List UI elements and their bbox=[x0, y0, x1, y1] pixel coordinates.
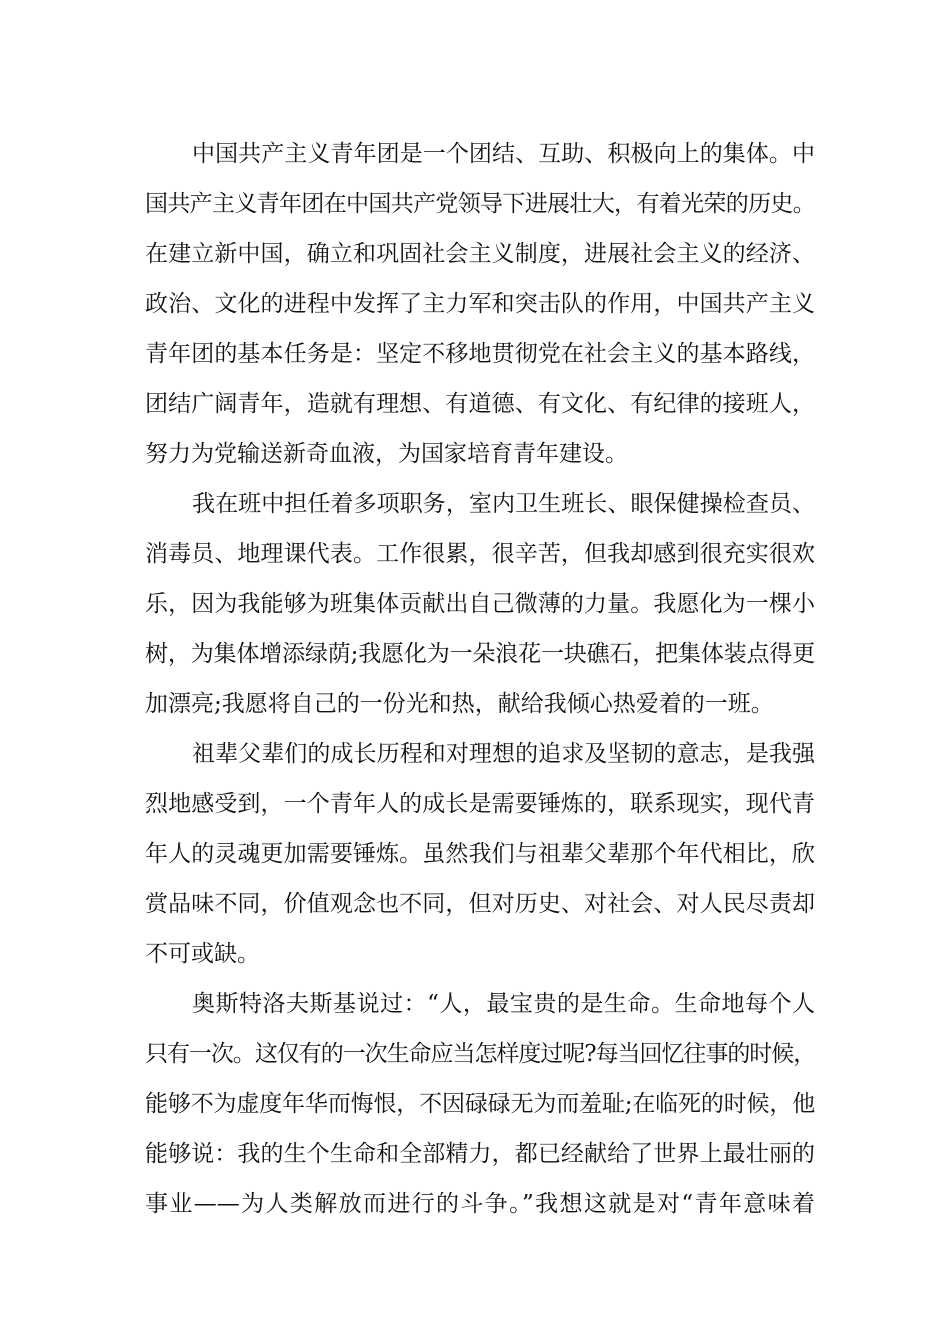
paragraph-1-line-2: 国共产主义青年团在中国共产党领导下进展壮大，有着光荣的历史。 bbox=[145, 191, 815, 217]
paragraph-1-line-1: 中国共产主义青年团是一个团结、互助、积极向上的集体。中 bbox=[192, 141, 815, 167]
paragraph-1-line-3: 在建立新中国，确立和巩固社会主义制度，进展社会主义的经济、 bbox=[145, 241, 815, 267]
paragraph-4-line-5: 事业——为人类解放而进行的斗争。”我想这就是对“青年意味着 bbox=[145, 1191, 815, 1217]
paragraph-2-line-3: 乐，因为我能够为班集体贡献出自己微薄的力量。我愿化为一棵小 bbox=[145, 591, 815, 617]
paragraph-3-line-4: 赏品味不同，价值观念也不同，但对历史、对社会、对人民尽责却 bbox=[145, 891, 815, 917]
paragraph-2-line-4: 树，为集体增添绿荫;我愿化为一朵浪花一块礁石，把集体装点得更 bbox=[145, 641, 815, 667]
paragraph-1-line-6: 团结广阔青年，造就有理想、有道德、有文化、有纪律的接班人， bbox=[145, 391, 815, 417]
paragraph-3-line-1: 祖辈父辈们的成长历程和对理想的追求及坚韧的意志，是我强 bbox=[192, 741, 815, 767]
paragraph-3-line-5: 不可或缺。 bbox=[145, 941, 260, 967]
paragraph-2-line-2: 消毒员、地理课代表。工作很累，很辛苦，但我却感到很充实很欢 bbox=[145, 541, 815, 567]
paragraph-4-line-4: 能够说：我的生个生命和全部精力，都已经献给了世界上最壮丽的 bbox=[145, 1141, 815, 1167]
paragraph-1-line-4: 政治、文化的进程中发挥了主力军和突击队的作用，中国共产主义 bbox=[145, 291, 815, 317]
paragraph-3-line-2: 烈地感受到，一个青年人的成长是需要锤炼的，联系现实，现代青 bbox=[145, 791, 815, 817]
paragraph-4-line-3: 能够不为虚度年华而悔恨，不因碌碌无为而羞耻;在临死的时候，他 bbox=[145, 1091, 815, 1117]
paragraph-1-line-7: 努力为党输送新奇血液，为国家培育青年建设。 bbox=[145, 441, 628, 467]
paragraph-4-line-1: 奥斯特洛夫斯基说过：“人，最宝贵的是生命。生命地每个人 bbox=[192, 991, 815, 1017]
paragraph-3-line-3: 年人的灵魂更加需要锤炼。虽然我们与祖辈父辈那个年代相比，欣 bbox=[145, 841, 815, 867]
paragraph-1-line-5: 青年团的基本任务是：坚定不移地贯彻党在社会主义的基本路线， bbox=[145, 341, 815, 367]
paragraph-4-line-2: 只有一次。这仅有的一次生命应当怎样度过呢?每当回忆往事的时候， bbox=[145, 1041, 815, 1067]
paragraph-2-line-1: 我在班中担任着多项职务，室内卫生班长、眼保健操检查员、 bbox=[192, 491, 815, 517]
paragraph-2-line-5: 加漂亮;我愿将自己的一份光和热，献给我倾心热爱着的一班。 bbox=[145, 691, 774, 717]
